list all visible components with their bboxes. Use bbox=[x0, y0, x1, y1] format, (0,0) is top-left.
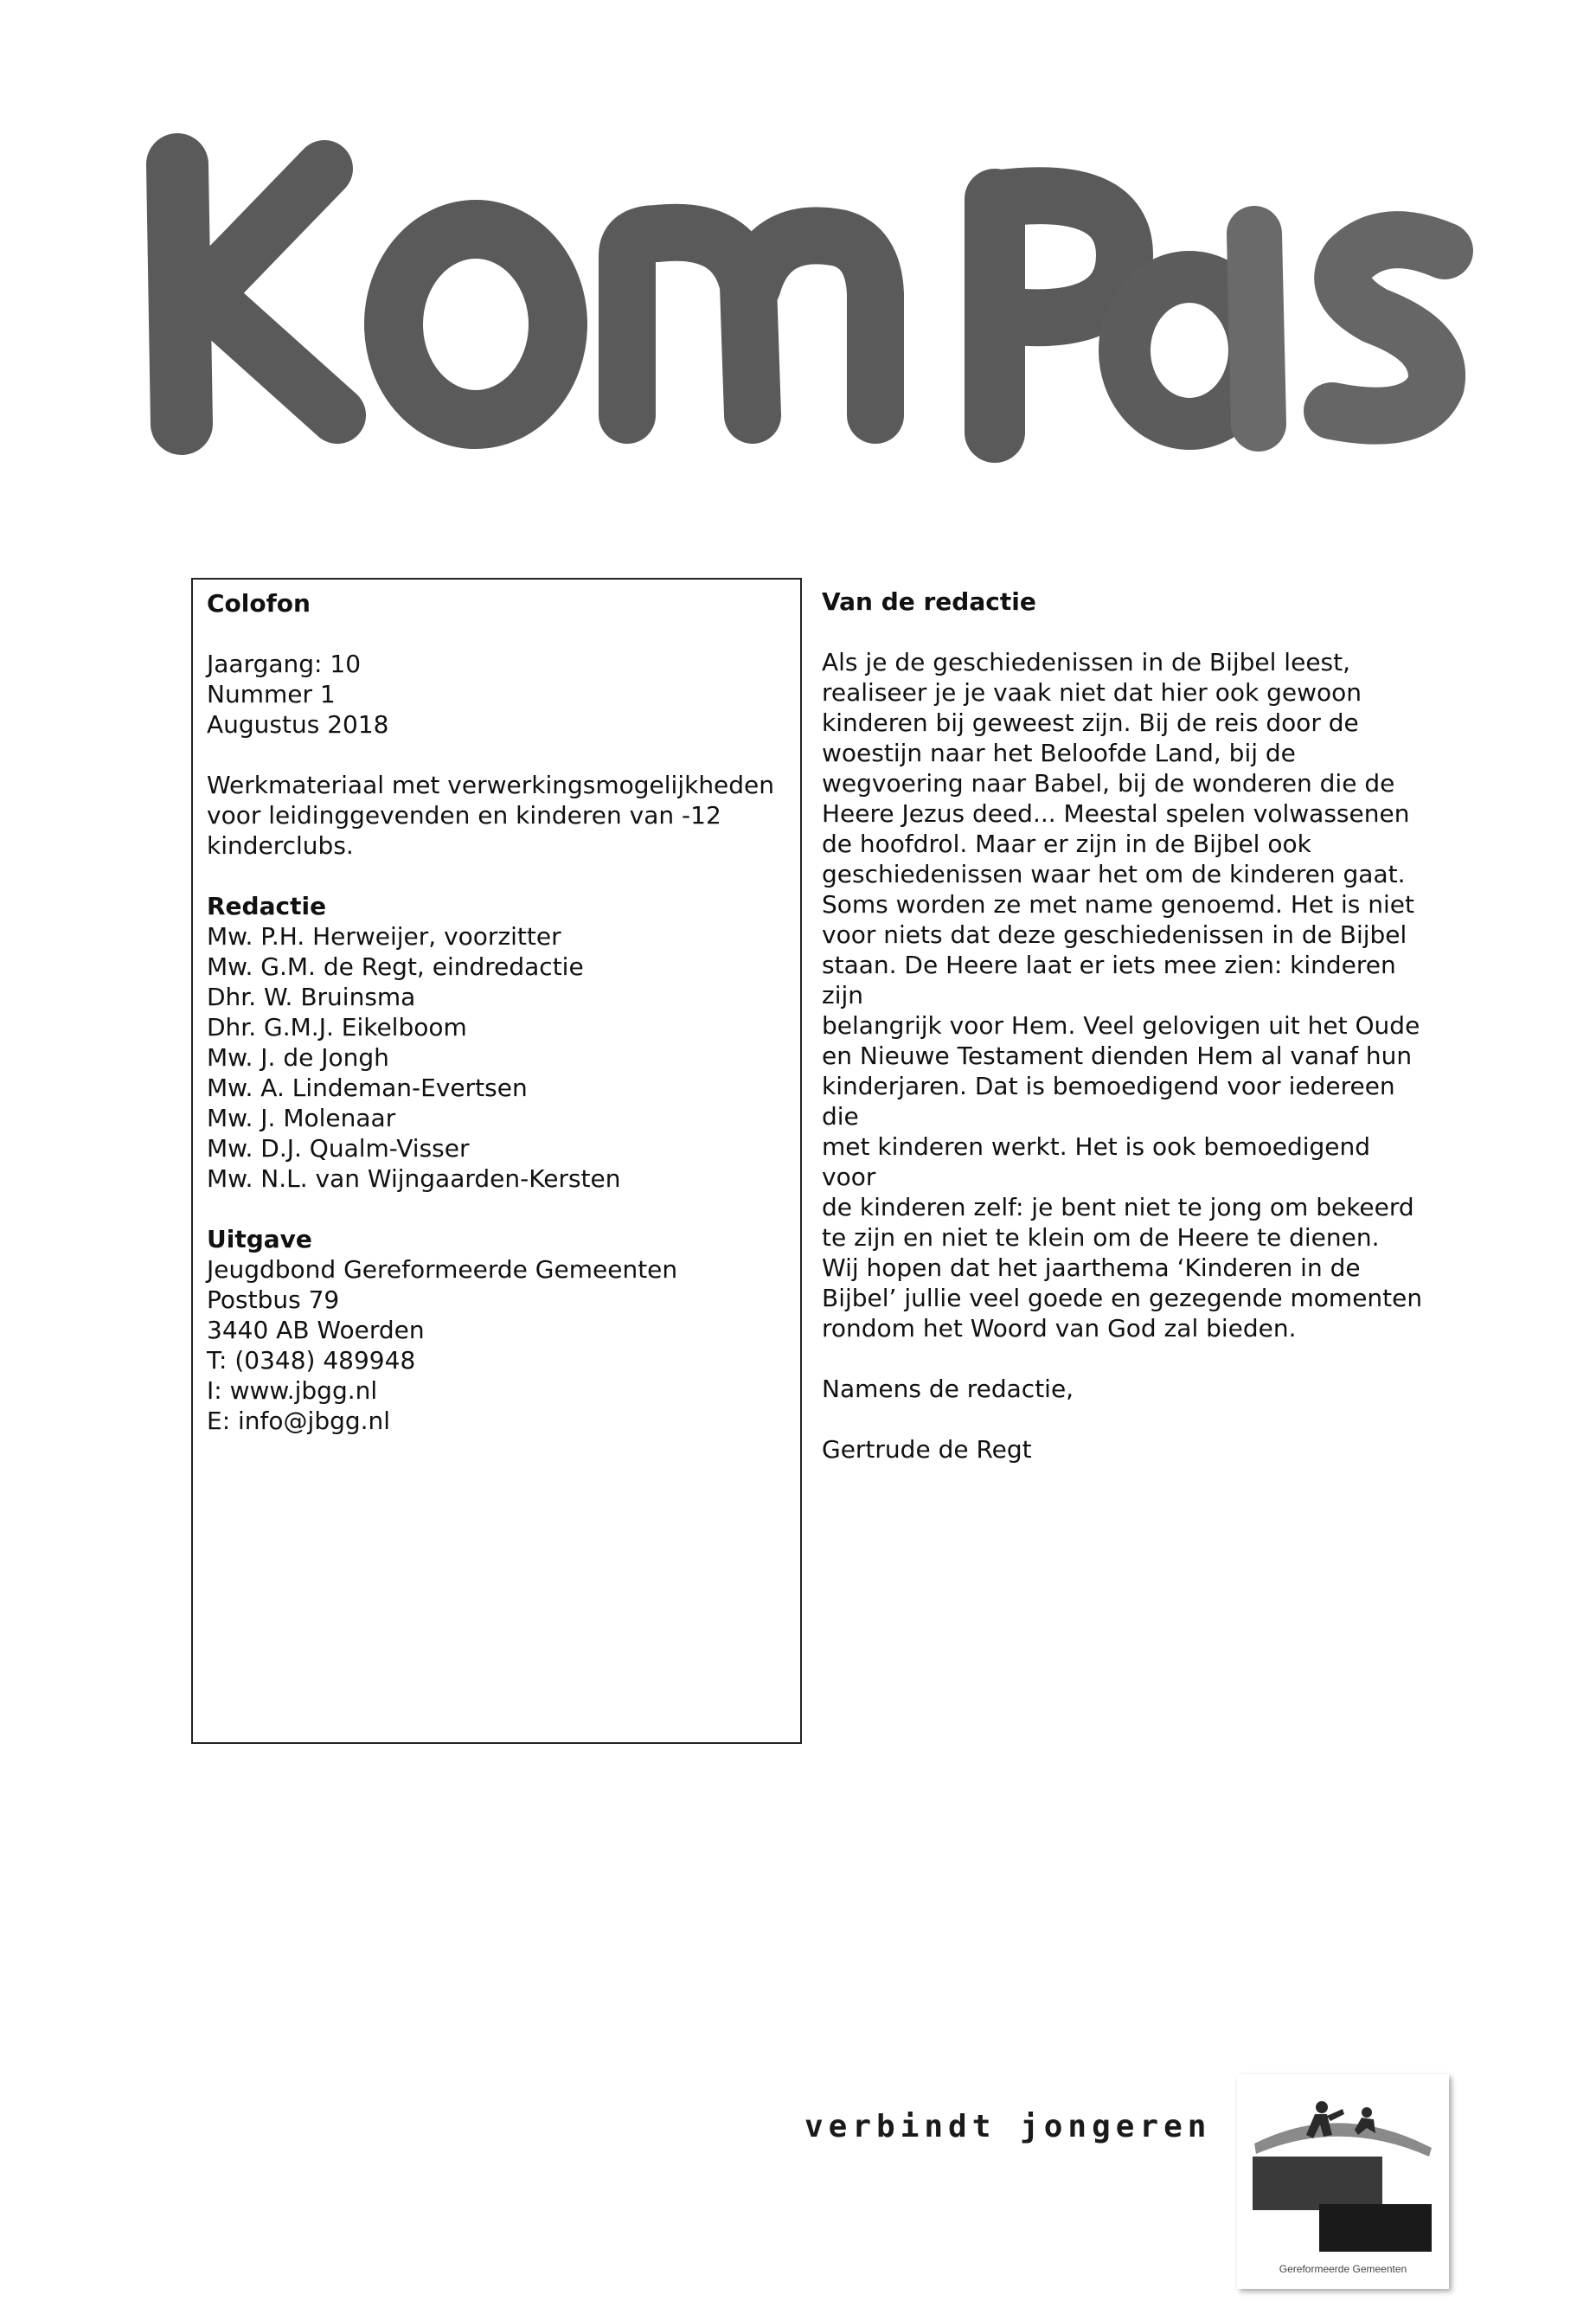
jeugdbond-logo bbox=[1237, 2074, 1449, 2289]
editorial-line: wegvoering naar Babel, bij de wonderen die de bbox=[822, 769, 1395, 798]
editorial-line: voor niets dat deze geschiedenissen in de Bijbel bbox=[822, 920, 1407, 949]
redactie-member: Mw. J. de Jongh bbox=[207, 1043, 389, 1072]
redactie-member: Mw. J. Molenaar bbox=[207, 1104, 396, 1132]
editorial-closing: Namens de redactie, bbox=[822, 1375, 1074, 1403]
issue-nummer: Nummer 1 bbox=[207, 680, 336, 708]
editorial-line: belangrijk voor Hem. Veel gelovigen uit het Oude bbox=[822, 1011, 1420, 1040]
editorial-line: kinderen bij geweest zijn. Bij de reis door de bbox=[822, 708, 1359, 737]
issue-jaargang: Jaargang: 10 bbox=[207, 650, 362, 678]
redactie-heading: Redactie bbox=[207, 892, 327, 920]
kompas-logo-graphic bbox=[130, 130, 1479, 467]
editorial-line: realiseer je je vaak niet dat hier ook gewoon bbox=[822, 678, 1362, 707]
editorial-line: rondom het Woord van God zal bieden. bbox=[822, 1314, 1297, 1343]
editorial-line: Als je de geschiedenissen in de Bijbel leest, bbox=[822, 648, 1351, 676]
editorial-line: geschiedenissen waar het om de kinderen gaat. bbox=[822, 860, 1406, 888]
editorial-line: kinderjaren. Dat is bemoedigend voor iedereen die bbox=[822, 1072, 1395, 1131]
colofon-heading: Colofon bbox=[207, 589, 311, 618]
jeugdbond-logo-subtitle: Gereformeerde Gemeenten bbox=[1279, 2263, 1407, 2275]
editorial-heading: Van de redactie bbox=[822, 587, 1036, 616]
editorial-line: staan. De Heere laat er iets mee zien: kinderen zijn bbox=[822, 951, 1396, 1009]
editorial-line: de kinderen zelf: je bent niet te jong om bekeerd bbox=[822, 1193, 1414, 1221]
editorial-line: Soms worden ze met name genoemd. Het is niet bbox=[822, 890, 1414, 919]
editorial-column bbox=[822, 578, 1427, 1465]
editorial-line: de hoofdrol. Maar er zijn in de Bijbel ook bbox=[822, 830, 1311, 858]
uitgave-phone: T: (0348) 489948 bbox=[207, 1346, 416, 1375]
redactie-member: Mw. A. Lindeman-Evertsen bbox=[207, 1074, 528, 1102]
editorial-line: Wij hopen dat het jaarthema ‘Kinderen in de bbox=[822, 1253, 1361, 1282]
jeugdbond-logo-graphic bbox=[1237, 2074, 1449, 2289]
editorial-line: en Nieuwe Testament dienden Hem al vanaf hun bbox=[822, 1042, 1413, 1070]
redactie-member: Mw. N.L. van Wijngaarden-Kersten bbox=[207, 1164, 621, 1193]
uitgave-line: Jeugdbond Gereformeerde Gemeenten bbox=[207, 1255, 678, 1284]
redactie-member: Dhr. W. Bruinsma bbox=[207, 983, 416, 1011]
uitgave-website: I: www.jbgg.nl bbox=[207, 1376, 378, 1405]
redactie-member: Mw. D.J. Qualm-Visser bbox=[207, 1134, 470, 1163]
editorial-line: te zijn en niet te klein om de Heere te dienen. bbox=[822, 1223, 1380, 1252]
editorial-line: Heere Jezus deed... Meestal spelen volwassenen bbox=[822, 799, 1410, 828]
redactie-member: Mw. P.H. Herweijer, voorzitter bbox=[207, 922, 561, 951]
description-line: kinderclubs. bbox=[207, 831, 354, 860]
redactie-member: Dhr. G.M.J. Eikelboom bbox=[207, 1013, 467, 1042]
issue-date: Augustus 2018 bbox=[207, 710, 389, 739]
editorial-signature: Gertrude de Regt bbox=[822, 1435, 1032, 1464]
editorial-line: woestijn naar het Beloofde Land, bij de bbox=[822, 739, 1296, 767]
uitgave-line: Postbus 79 bbox=[207, 1285, 340, 1314]
uitgave-heading: Uitgave bbox=[207, 1225, 312, 1253]
footer-tagline: verbindt jongeren bbox=[804, 2109, 1212, 2144]
uitgave-email: E: info@jbgg.nl bbox=[207, 1407, 391, 1435]
editorial-line: Bijbel’ jullie veel goede en gezegende momenten bbox=[822, 1284, 1423, 1312]
editorial-line: met kinderen werkt. Het is ook bemoedigend voor bbox=[822, 1132, 1371, 1191]
description-line: Werkmateriaal met verwerkingsmogelijkheden bbox=[207, 771, 775, 799]
uitgave-line: 3440 AB Woerden bbox=[207, 1316, 425, 1344]
colofon-box bbox=[191, 578, 802, 1744]
editorial-body bbox=[822, 647, 1427, 1343]
kompas-logo bbox=[130, 130, 1479, 467]
description-line: voor leidinggevenden en kinderen van -12 bbox=[207, 801, 721, 830]
redactie-member: Mw. G.M. de Regt, eindredactie bbox=[207, 952, 584, 981]
